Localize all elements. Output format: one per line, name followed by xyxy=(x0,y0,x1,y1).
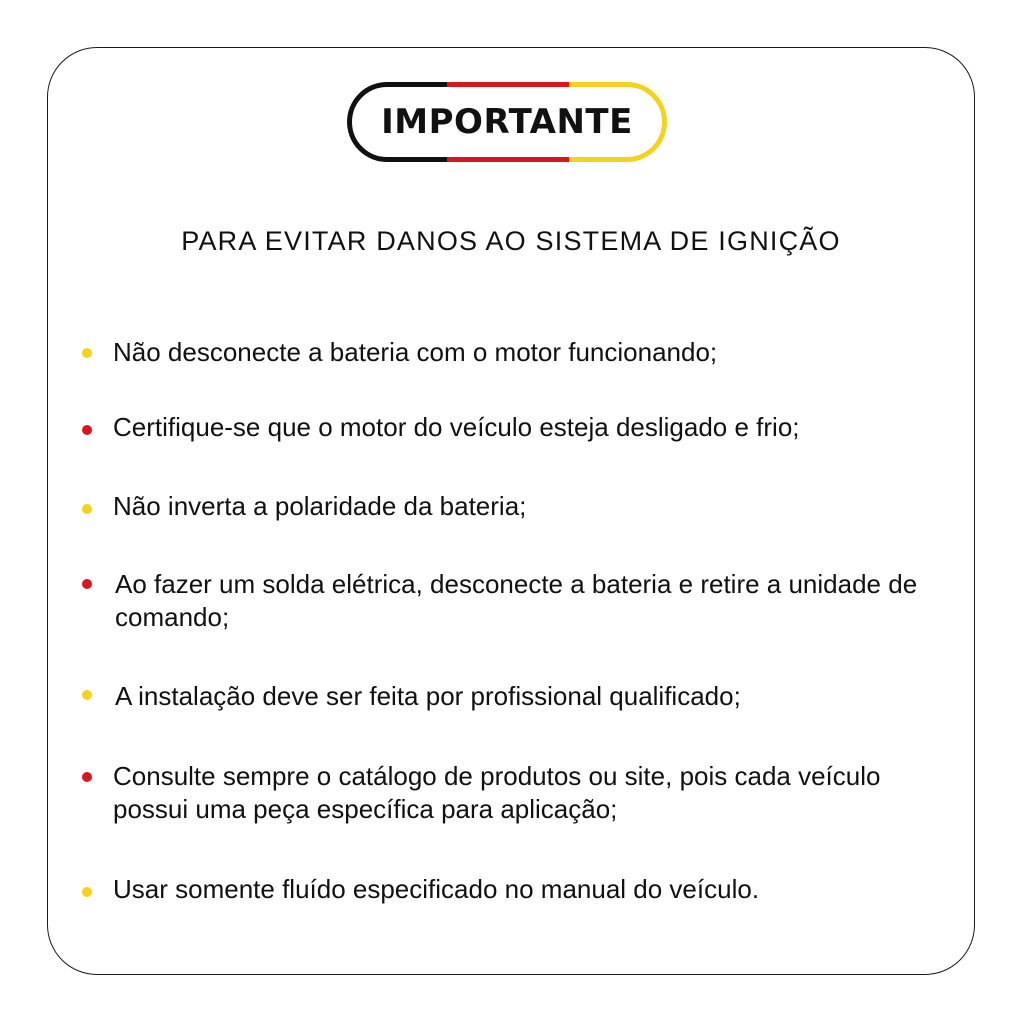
list-item-text: Não inverta a polaridade da bateria; xyxy=(113,491,527,521)
bullet-dot xyxy=(82,425,92,435)
list-item-text: Não desconecte a bateria com o motor funcionando; xyxy=(113,337,718,367)
bullet-dot xyxy=(82,348,92,358)
bullet-dot xyxy=(82,579,92,589)
list-item-text: Ao fazer um solda elétrica, desconecte a bateria e retire a unidade de comando; xyxy=(115,569,918,632)
list-item-text: Certifique-se que o motor do veículo esteja desligado e frio; xyxy=(113,412,800,442)
subtitle: PARA EVITAR DANOS AO SISTEMA DE IGNIÇÃO xyxy=(181,226,841,256)
badge-label: IMPORTANTE xyxy=(381,102,633,142)
bullet-dot xyxy=(82,887,92,897)
important-badge xyxy=(347,82,667,162)
list-item-text: Consulte sempre o catálogo de produtos ou site, pois cada veículo possui uma peça específica para aplicação; xyxy=(113,761,881,824)
bullet-dot xyxy=(82,504,92,514)
list-item-text: Usar somente fluído especificado no manual do veículo. xyxy=(113,874,760,904)
bullet-dot xyxy=(82,772,92,782)
list-item-text: A instalação deve ser feita por profissional qualificado; xyxy=(115,681,741,711)
bullet-dot xyxy=(82,690,92,700)
